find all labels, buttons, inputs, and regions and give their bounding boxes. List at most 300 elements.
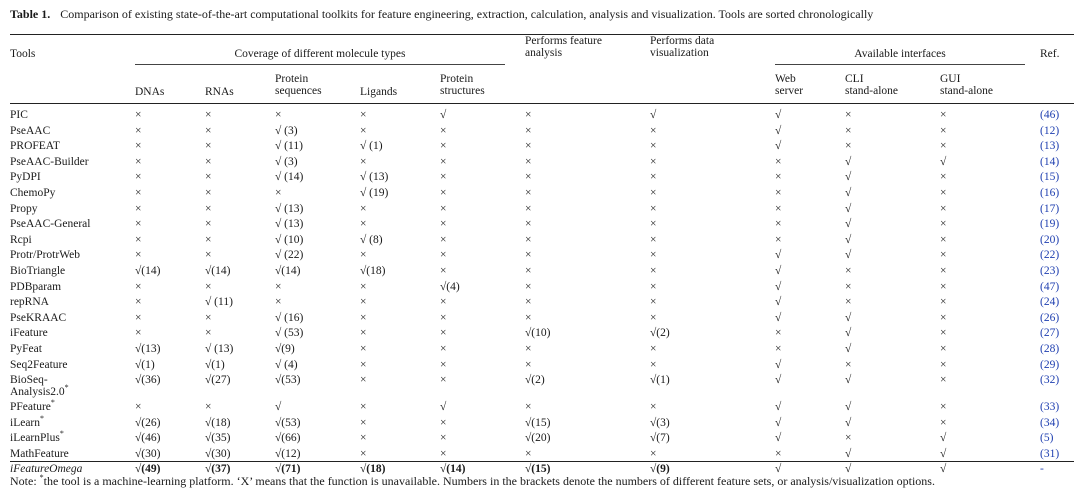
table-cell: × — [525, 358, 532, 371]
table-cell: × — [650, 218, 657, 231]
table-cell: × — [940, 296, 947, 309]
interfaces-group-rule — [775, 64, 1025, 65]
table-cell: √(15) — [525, 416, 551, 429]
header-cli: CLI stand-alone — [845, 73, 899, 97]
table-cell: √ — [940, 463, 947, 476]
table-cell: × — [940, 342, 947, 355]
tool-name: PFeature — [10, 401, 51, 414]
table-row — [10, 108, 1074, 124]
table-cell: × — [845, 296, 852, 309]
table-cell: × — [525, 233, 532, 246]
table-cell: × — [440, 432, 447, 445]
table-cell: × — [440, 264, 447, 277]
reference-link[interactable]: (14) — [1040, 155, 1060, 168]
reference-link[interactable]: (15) — [1040, 171, 1060, 184]
ml-platform-marker: * — [64, 383, 69, 393]
table-cell: √(20) — [525, 432, 551, 445]
table-cell: × — [650, 155, 657, 168]
table-cell: × — [845, 358, 852, 371]
table-cell: √ — [775, 311, 782, 324]
table-cell: √(18) — [360, 463, 386, 476]
reference-link[interactable]: (47) — [1040, 280, 1060, 293]
table-cell: × — [275, 296, 282, 309]
table-cell: × — [525, 342, 532, 355]
table-cell: × — [650, 296, 657, 309]
table-cell: × — [205, 280, 212, 293]
tool-name-cell — [10, 217, 135, 233]
table-cell: √ (4) — [275, 358, 298, 371]
table-cell: × — [525, 155, 532, 168]
table-cell: × — [845, 140, 852, 153]
table-cell: × — [775, 218, 782, 231]
table-cell: × — [525, 218, 532, 231]
table-cell: √ — [845, 401, 852, 414]
table-row — [10, 248, 1074, 264]
table-row — [10, 124, 1074, 140]
caption-text: Comparison of existing state-of-the-art computational toolkits for feature engineering, extraction, calculation, analysis and visualization. Tools are sorted chronologically — [60, 7, 874, 21]
table-row — [10, 400, 1074, 416]
table-cell: √ — [650, 109, 657, 121]
table-cell: √(30) — [135, 447, 161, 460]
tool-name: Rcpi — [10, 233, 32, 246]
tool-name-cell — [10, 248, 135, 264]
table-cell: × — [205, 109, 212, 121]
table-cell: √ (13) — [275, 218, 304, 231]
table-cell: × — [525, 186, 532, 199]
reference-link[interactable]: (34) — [1040, 416, 1060, 429]
tool-name: PROFEAT — [10, 140, 60, 153]
table-cell: √(2) — [650, 327, 670, 340]
table-cell: × — [775, 342, 782, 355]
table-cell: √(1) — [135, 358, 155, 371]
header-interfaces-group: Available interfaces — [854, 48, 946, 60]
ml-platform-marker: * — [40, 413, 45, 423]
tool-name-cell — [10, 311, 135, 327]
table-cell: √ (13) — [205, 342, 234, 355]
table-cell: × — [205, 311, 212, 324]
table-cell: √(14) — [205, 264, 231, 277]
reference-link[interactable]: (28) — [1040, 342, 1060, 355]
table-cell: √(13) — [135, 342, 161, 355]
table-cell: √ — [775, 124, 782, 137]
table-cell: √ (11) — [275, 140, 303, 153]
tool-name-cell — [10, 280, 135, 296]
table-cell: √ (1) — [360, 140, 383, 153]
table-cell: × — [440, 186, 447, 199]
tool-name-cell — [10, 373, 135, 400]
table-cell: × — [845, 264, 852, 277]
reference-link[interactable]: - — [1040, 463, 1044, 476]
table-cell: √ — [845, 171, 852, 184]
table-cell: × — [205, 202, 212, 215]
table-cell: √ — [775, 249, 782, 262]
table-cell: × — [940, 249, 947, 262]
table-cell: × — [360, 249, 367, 262]
reference-link[interactable]: (32) — [1040, 374, 1060, 387]
table-cell: × — [775, 447, 782, 460]
reference-link[interactable]: (12) — [1040, 124, 1060, 137]
table-cell: × — [650, 264, 657, 277]
table-cell: √ — [845, 447, 852, 460]
tool-name-cell — [10, 108, 135, 124]
table-cell: × — [360, 311, 367, 324]
note-prefix: Note: — [10, 474, 40, 488]
table-cell: × — [650, 171, 657, 184]
tool-name: iLearn — [10, 416, 41, 429]
header-feature-analysis: Performs feature analysis — [525, 35, 602, 59]
tool-name: PDBparam — [10, 280, 62, 293]
table-cell: × — [525, 264, 532, 277]
table-cell: × — [440, 358, 447, 371]
header-protein-sequences: Protein sequences — [275, 73, 322, 97]
table-row — [10, 295, 1074, 311]
table-cell: √ (16) — [275, 311, 304, 324]
tool-name: PyFeat — [10, 342, 42, 355]
table-cell: √ (8) — [360, 233, 383, 246]
table-cell: × — [940, 416, 947, 429]
table-cell: × — [775, 155, 782, 168]
table-cell: √ — [775, 296, 782, 309]
table-cell: × — [275, 280, 282, 293]
tool-name: iLearnPlus — [10, 432, 60, 445]
table-cell: × — [650, 401, 657, 414]
table-cell: × — [940, 140, 947, 153]
table-cell: √ — [940, 155, 947, 168]
table-cell: × — [135, 296, 142, 309]
tool-name-cell — [10, 358, 135, 374]
reference-link[interactable]: (13) — [1040, 140, 1060, 153]
reference-link[interactable]: (46) — [1040, 109, 1060, 121]
header-ligands: Ligands — [360, 86, 398, 98]
table-cell: √ — [845, 416, 852, 429]
table-cell: √ — [440, 109, 447, 121]
table-cell: √(53) — [275, 374, 301, 387]
table-cell: × — [650, 342, 657, 355]
table-cell: × — [135, 280, 142, 293]
table-cell: × — [135, 155, 142, 168]
table-cell: × — [525, 249, 532, 262]
tool-name-cell — [10, 264, 135, 280]
table-cell: √ (53) — [275, 327, 304, 340]
table-cell: √ — [940, 432, 947, 445]
table-cell: × — [360, 109, 367, 121]
table-cell: √(9) — [650, 463, 670, 476]
reference-link[interactable]: (5) — [1040, 432, 1054, 445]
table-cell: × — [775, 186, 782, 199]
tool-name-cell — [10, 170, 135, 186]
table-cell: √ — [845, 342, 852, 355]
table-cell: × — [135, 233, 142, 246]
table-cell: √ — [775, 463, 782, 476]
table-cell: √(46) — [135, 432, 161, 445]
table-cell: × — [940, 109, 947, 121]
table-cell: √(12) — [275, 447, 301, 460]
table-row — [10, 358, 1074, 374]
tool-name: Protr/ProtrWeb — [10, 249, 80, 262]
table-cell: × — [135, 202, 142, 215]
table-cell: × — [525, 202, 532, 215]
tool-name: BioSeq- Analysis2.0 — [10, 374, 65, 399]
table-cell: √(15) — [525, 463, 551, 476]
table-cell: × — [205, 155, 212, 168]
table-cell: × — [940, 374, 947, 387]
table-note — [10, 474, 1074, 488]
table-cell: √(30) — [205, 447, 231, 460]
table-cell: × — [440, 447, 447, 460]
reference-link[interactable]: (31) — [1040, 447, 1060, 460]
table-cell: × — [135, 124, 142, 137]
table-cell: √(14) — [275, 264, 301, 277]
reference-link[interactable]: (16) — [1040, 186, 1060, 199]
table-cell: × — [650, 233, 657, 246]
table-cell: × — [440, 140, 447, 153]
table-cell: √(26) — [135, 416, 161, 429]
tool-name-cell — [10, 202, 135, 218]
table-row — [10, 139, 1074, 155]
table-cell: × — [135, 171, 142, 184]
table-cell: √(36) — [135, 374, 161, 387]
table-cell: √ — [845, 202, 852, 215]
tool-name-cell — [10, 326, 135, 342]
table-cell: × — [440, 124, 447, 137]
table-cell: √(18) — [360, 264, 386, 277]
table-cell: × — [205, 218, 212, 231]
reference-link[interactable]: (24) — [1040, 296, 1060, 309]
table-cell: √(14) — [135, 264, 161, 277]
table-cell: × — [275, 186, 282, 199]
tool-name-cell — [10, 155, 135, 171]
table-cell: √(10) — [525, 327, 551, 340]
table-row — [10, 217, 1074, 233]
table-row — [10, 186, 1074, 202]
table-cell: × — [360, 447, 367, 460]
table-cell: √(71) — [275, 463, 301, 476]
table-cell: × — [275, 109, 282, 121]
table-cell: × — [845, 432, 852, 445]
table-row — [10, 431, 1074, 447]
table-cell: × — [940, 358, 947, 371]
table-row — [10, 264, 1074, 280]
table-cell: × — [845, 124, 852, 137]
table-cell: √(9) — [275, 342, 295, 355]
tool-name-cell — [10, 431, 135, 447]
table-cell: × — [525, 296, 532, 309]
table-cell: × — [525, 280, 532, 293]
table-cell: √ (3) — [275, 155, 298, 168]
reference-link[interactable]: (23) — [1040, 264, 1060, 277]
tool-name-cell — [10, 342, 135, 358]
table-cell: √ (19) — [360, 186, 389, 199]
table-cell: × — [360, 358, 367, 371]
table-cell: √ (22) — [275, 249, 304, 262]
note-asterisk: * — [39, 473, 44, 482]
tool-name-cell — [10, 295, 135, 311]
table-cell: × — [525, 311, 532, 324]
table-cell: √(7) — [650, 432, 670, 445]
table-cell: √ (3) — [275, 124, 298, 137]
header-ref: Ref. — [1040, 48, 1060, 60]
table-cell: × — [775, 233, 782, 246]
table-cell: × — [940, 202, 947, 215]
table-cell: × — [135, 218, 142, 231]
table-cell: × — [940, 171, 947, 184]
ml-platform-marker: * — [50, 398, 55, 408]
table-label: Table 1. — [10, 7, 51, 21]
tool-name: PseAAC-Builder — [10, 155, 89, 168]
table-cell: × — [360, 416, 367, 429]
table-cell: × — [525, 124, 532, 137]
header-web-server: Web server — [775, 73, 804, 97]
table-row — [10, 202, 1074, 218]
tool-name-cell — [10, 124, 135, 140]
table-cell: × — [940, 233, 947, 246]
table-cell: × — [205, 401, 212, 414]
table-cell: √ — [845, 374, 852, 387]
table-cell: √ — [845, 327, 852, 340]
table-cell: × — [205, 249, 212, 262]
table-cell: × — [775, 171, 782, 184]
table-row — [10, 311, 1074, 327]
table-cell: × — [205, 186, 212, 199]
table-cell: √ — [845, 218, 852, 231]
table-cell: × — [440, 296, 447, 309]
table-body — [10, 108, 1074, 478]
tool-name: PseAAC-General — [10, 218, 91, 231]
tool-name-cell — [10, 139, 135, 155]
table-cell: × — [525, 447, 532, 460]
table-cell: √ — [845, 155, 852, 168]
table-cell: √(4) — [440, 280, 460, 293]
table-row — [10, 280, 1074, 296]
tool-name-cell — [10, 400, 135, 416]
table-cell: × — [525, 109, 532, 121]
table-cell: × — [360, 342, 367, 355]
table-cell: √ — [775, 264, 782, 277]
table-row — [10, 170, 1074, 186]
table-cell: √ — [775, 109, 782, 121]
table-cell: √ — [775, 401, 782, 414]
table-row — [10, 233, 1074, 249]
table-cell: × — [440, 202, 447, 215]
table-cell: √ — [775, 358, 782, 371]
tool-name: ChemoPy — [10, 186, 56, 199]
table-cell: × — [940, 218, 947, 231]
table-cell: × — [135, 109, 142, 121]
table-cell: × — [205, 124, 212, 137]
table-cell: √(27) — [205, 374, 231, 387]
table-cell: √(1) — [205, 358, 225, 371]
table-cell: × — [650, 280, 657, 293]
comparison-table — [10, 108, 1074, 478]
table-cell: √ — [440, 401, 447, 414]
table-cell: √(14) — [440, 463, 466, 476]
table-cell: × — [940, 327, 947, 340]
reference-link[interactable]: (27) — [1040, 327, 1060, 340]
table-cell: × — [360, 401, 367, 414]
table-cell: × — [205, 233, 212, 246]
table-cell: √ — [845, 463, 852, 476]
table-cell: × — [360, 432, 367, 445]
header-rnas: RNAs — [205, 86, 234, 98]
table-cell: × — [440, 327, 447, 340]
table-cell: × — [440, 311, 447, 324]
table-cell: √(1) — [650, 374, 670, 387]
tool-name: PyDPI — [10, 171, 41, 184]
table-cell: × — [940, 311, 947, 324]
table-cell: × — [360, 280, 367, 293]
table-cell: √(49) — [135, 463, 161, 476]
tool-name: MathFeature — [10, 447, 69, 460]
table-row — [10, 373, 1074, 400]
header-tools: Tools — [10, 48, 36, 60]
table-cell: × — [525, 140, 532, 153]
header-gui: GUI stand-alone — [940, 73, 994, 97]
tool-name: iFeatureOmega — [10, 463, 83, 476]
table-cell: × — [360, 218, 367, 231]
table-cell: √ — [940, 447, 947, 460]
table-row — [10, 416, 1074, 432]
table-cell: √ (10) — [275, 233, 304, 246]
table-cell: √ — [775, 432, 782, 445]
table-row — [10, 342, 1074, 358]
table-cell: √ — [275, 401, 282, 414]
table-cell: × — [940, 401, 947, 414]
table-cell: × — [360, 327, 367, 340]
table-cell: × — [525, 401, 532, 414]
table-cell: × — [775, 202, 782, 215]
header-coverage-group: Coverage of different molecule types — [234, 48, 406, 60]
reference-link[interactable]: (17) — [1040, 202, 1060, 215]
table-cell: × — [440, 171, 447, 184]
table-cell: × — [845, 280, 852, 293]
ml-platform-marker: * — [59, 429, 64, 439]
tool-name: PseAAC — [10, 124, 51, 137]
table-cell: √(66) — [275, 432, 301, 445]
table-cell: × — [440, 249, 447, 262]
table-cell: × — [940, 280, 947, 293]
table-cell: × — [360, 124, 367, 137]
table-cell: × — [360, 155, 367, 168]
tool-name: BioTriangle — [10, 264, 66, 277]
table-cell: × — [440, 374, 447, 387]
tool-name: PseKRAAC — [10, 311, 67, 324]
table-cell: × — [205, 327, 212, 340]
reference-link[interactable]: (22) — [1040, 249, 1060, 262]
table-cell: × — [135, 186, 142, 199]
tool-name-cell — [10, 186, 135, 202]
table-cell: × — [360, 202, 367, 215]
reference-link[interactable]: (19) — [1040, 218, 1060, 231]
table-cell: √ — [775, 140, 782, 153]
table-cell: × — [940, 264, 947, 277]
reference-link[interactable]: (33) — [1040, 401, 1060, 414]
tool-name: Seq2Feature — [10, 358, 68, 371]
table-cell: × — [135, 249, 142, 262]
table-cell: √(37) — [205, 463, 231, 476]
bottom-rule — [10, 461, 1074, 462]
table-cell: √ — [775, 280, 782, 293]
table-cell: √(2) — [525, 374, 545, 387]
table-cell: × — [135, 311, 142, 324]
table-cell: × — [135, 401, 142, 414]
table-cell: × — [205, 171, 212, 184]
table-cell: × — [135, 327, 142, 340]
reference-link[interactable]: (29) — [1040, 358, 1060, 371]
reference-link[interactable]: (20) — [1040, 233, 1060, 246]
table-cell: × — [845, 109, 852, 121]
reference-link[interactable]: (26) — [1040, 311, 1060, 324]
table-cell: × — [650, 311, 657, 324]
